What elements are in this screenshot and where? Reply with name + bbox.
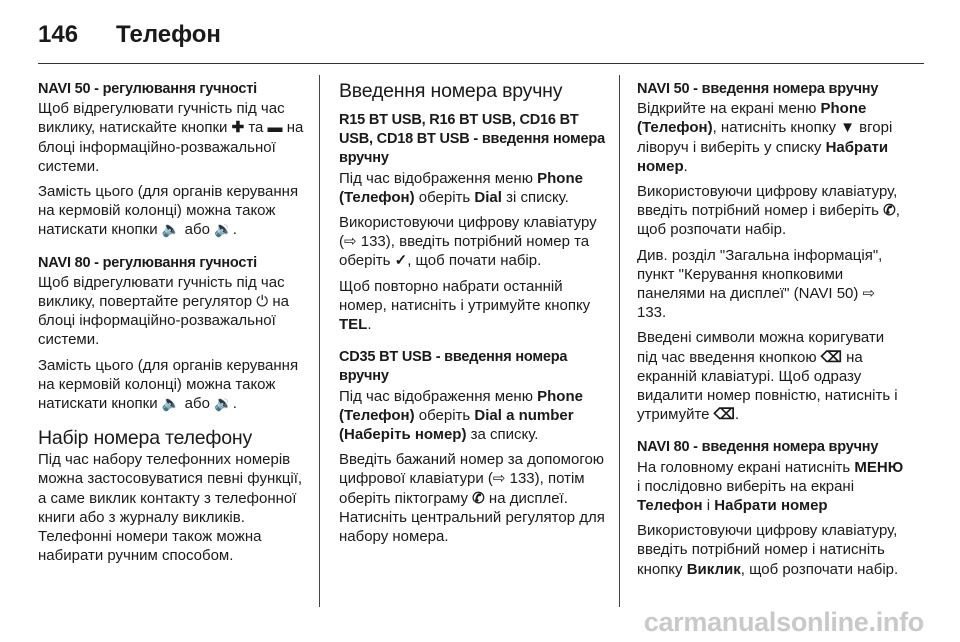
menu-label: Phone (Телефон) <box>339 387 583 424</box>
paragraph <box>637 182 907 240</box>
text: оберіть <box>414 406 475 424</box>
volume-down-icon: 🔉 <box>214 221 233 239</box>
paragraph <box>339 169 607 207</box>
text: , натисніть кнопку <box>712 119 841 137</box>
phone-icon: ✆ <box>472 489 485 507</box>
text: на дисплеї. Натисніть центральний регулятор для набору номера. <box>339 489 605 546</box>
menu-label: Телефон <box>637 497 703 515</box>
paragraph <box>38 99 306 176</box>
heading-navi50-volume: NAVI 50 - регулювання гучності <box>38 81 257 97</box>
text: Введіть бажаний номер за допомогою цифрової клавіатури ( <box>339 451 605 488</box>
paragraph <box>38 182 306 240</box>
text: або <box>180 221 215 239</box>
text: . <box>662 304 667 322</box>
volume-up-icon: 🔈 <box>161 395 181 413</box>
text: на екранній клавіатурі. Щоб одразу видалити номер повністю, натисніть і утримуйте <box>637 348 898 424</box>
text: Замість цього (для органів керування на кермовій колонці) можна також натискати кнопки <box>38 356 299 413</box>
backspace-icon: ⌫ <box>820 348 842 366</box>
page-reference: ⇨ 133 <box>492 470 535 488</box>
text: Під час відображення меню <box>339 169 538 187</box>
text: Введені символи можна коригувати під час введення кнопкою <box>637 329 885 366</box>
paragraph <box>339 387 607 445</box>
column-1 <box>38 80 306 571</box>
column-2 <box>339 80 607 552</box>
menu-label: Набрати номер <box>637 138 889 175</box>
heading-dialing: Набір номера телефону <box>38 427 253 450</box>
heading-navi50-manual: NAVI 50 - введення номера вручну <box>637 81 879 97</box>
paragraph <box>339 450 607 546</box>
text: на блоці інформаційно-розважальної системи. <box>38 293 289 349</box>
column-divider-1 <box>319 75 320 607</box>
text: Щоб відрегулювати гучність під час виклику, натискайте кнопки <box>38 100 285 137</box>
page-reference: ⇨ 133 <box>344 233 386 251</box>
paragraph <box>339 277 607 335</box>
paragraph <box>637 521 907 579</box>
heading-manual-entry: Введення номера вручну <box>339 80 563 102</box>
paragraph <box>637 99 907 176</box>
text: ), потім оберіть піктограму <box>339 470 585 507</box>
text: Використовуючи цифрову клавіатуру, введіть потрібний номер і виберіть <box>637 183 898 220</box>
plus-icon: ✚ <box>231 119 245 137</box>
menu-label: Phone (Телефон) <box>637 100 867 137</box>
page-title: Телефон <box>116 21 221 48</box>
paragraph <box>38 273 306 350</box>
text: . <box>683 157 688 175</box>
minus-icon: ▬ <box>267 119 283 137</box>
text: Щоб повторно набрати останній номер, натисніть і утримуйте кнопку <box>339 277 591 314</box>
page-header <box>38 18 221 52</box>
page-reference: ⇨ 133 <box>637 285 876 322</box>
paragraph <box>38 356 306 414</box>
text: зі списку. <box>501 188 569 206</box>
checkmark-icon: ✓ <box>394 252 408 270</box>
paragraph <box>339 213 607 271</box>
volume-up-icon: 🔈 <box>161 221 181 239</box>
text: і <box>702 497 715 515</box>
text: Щоб відрегулювати гучність під час виклику, повертайте регулятор <box>38 273 285 311</box>
text: за списку. <box>466 426 539 444</box>
heading-r15-manual: R15 BT USB, R16 BT USB, CD16 BT USB, CD18 BT USB - введення номера вручну <box>339 112 605 167</box>
menu-label: МЕНЮ <box>854 458 904 476</box>
menu-label: Dial <box>474 188 502 206</box>
paragraph <box>637 328 907 424</box>
heading-cd35-manual: CD35 BT USB - введення номера вручну <box>339 349 568 385</box>
menu-label: Phone (Телефон) <box>339 169 583 206</box>
text: вгорі ліворуч і виберіть у списку <box>637 119 893 156</box>
text: або <box>180 395 215 413</box>
text: Відкрийте на екрані меню <box>637 100 821 118</box>
watermark: carmanualsonline.info <box>643 607 924 637</box>
text: Під час відображення меню <box>339 387 538 405</box>
text: На головному екрані натисніть <box>637 458 855 476</box>
volume-down-icon: 🔉 <box>214 395 233 413</box>
text: ), введіть потрібний номер та оберіть <box>339 233 590 270</box>
heading-navi80-volume: NAVI 80 - регулювання гучності <box>38 254 257 271</box>
button-label: Виклик <box>686 560 741 578</box>
paragraph <box>637 458 907 516</box>
page-number: 146 <box>38 21 79 48</box>
text: , щоб розпочати набір. <box>740 560 899 578</box>
heading-navi80-manual: NAVI 80 - введення номера вручну <box>637 439 879 456</box>
paragraph <box>637 246 907 323</box>
backspace-icon: ⌫ <box>713 406 735 424</box>
text: Використовуючи цифрову клавіатуру, введіть потрібний номер і натисніть кнопку <box>637 522 898 578</box>
phone-icon: ✆ <box>883 202 896 220</box>
text: Замість цього (для органів керування на кермовій колонці) можна також натискати кнопки <box>38 183 299 239</box>
text: . <box>367 316 372 334</box>
text: . <box>232 221 237 239</box>
text: . <box>734 406 740 424</box>
text: , щоб почати набір. <box>407 252 542 270</box>
text: оберіть <box>414 188 475 206</box>
power-knob-icon: ⏻ <box>256 293 269 311</box>
text: , щоб розпочати набір. <box>637 202 900 239</box>
menu-label: Dial a number (Наберіть номер) <box>339 406 574 444</box>
text: Див. розділ "Загальна інформація", пункт "Керування кнопковими панелями на дисплеї" (NAVI 50) <box>637 246 883 303</box>
text: і послідовно виберіть на екрані <box>637 477 855 495</box>
menu-label: Набрати номер <box>714 497 828 515</box>
text: та <box>244 119 268 137</box>
column-divider-2 <box>619 75 620 607</box>
dropdown-arrow-icon: ▼ <box>840 119 855 137</box>
column-3 <box>637 80 907 585</box>
text: . <box>232 395 237 413</box>
button-label: TEL <box>339 316 368 334</box>
header-rule <box>38 63 924 64</box>
text: Використовуючи цифрову клавіатуру ( <box>339 214 597 251</box>
text: на блоці інформаційно-розважальної системи. <box>38 119 304 175</box>
paragraph: Під час набору телефонних номерів можна застосовуватися певні функції, а саме виклик контакту з телефонної книги або з журналу викликів. Телефонні номери також можна набирати ручним способом. <box>38 451 303 565</box>
